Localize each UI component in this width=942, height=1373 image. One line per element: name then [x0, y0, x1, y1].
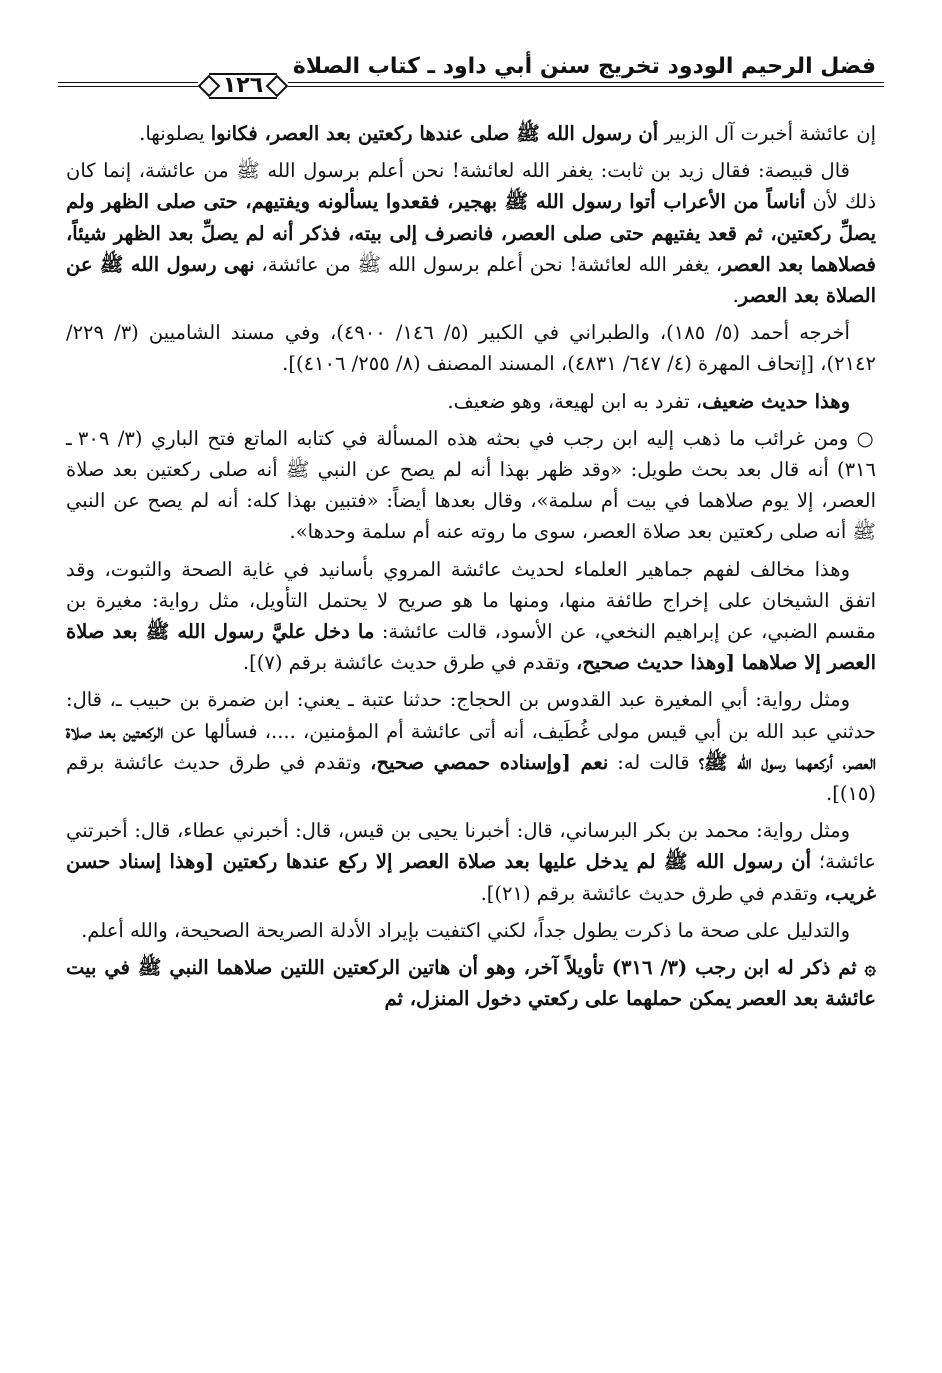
- text-run: قال قبيصة: فقال زيد بن ثابت: يغفر الله لعائشة! نحن أعلم برسول الله ﷺ من عائشة، إنما كان ذلك لأن: [66, 159, 876, 214]
- page-header: [58, 40, 884, 100]
- text-run: ○ ومن غرائب ما ذهب إليه ابن رجب في بحثه هذه المسألة في كتابه الماتع فتح الباري (٣/ ٣٠٩ ـ ٣١٦) أنه قال بعد بحث طويل: «وقد ظهر بهذا أنه لم يصح عن النبي ﷺ أنه صلى ركعتين بعد صلاة العصر، إلا يوم صلاهما في بيت أم سلمة»، وقال بعدها أيضاً: «فتبين بهذا كله: أنه لم يصح عن النبي ﷺ أنه صلى ركعتين بعد صلاة العصر، سوى ما روته عنه أم سلمة وحدها».: [66, 426, 876, 544]
- paragraph: [66, 815, 876, 909]
- text-run: قالت له:: [608, 750, 699, 774]
- text-run: ومثل رواية: أبي المغيرة عبد القدوس بن الحجاج: حدثنا عتبة ـ يعني: ابن ضمرة بن حبيب ـ، قال: حدثني عبد الله بن أبي قيس مولى غُطَيف، أنه أتى عائشة أم المؤمنين، ....، فسألها عن: [66, 688, 876, 743]
- text-run: ، تفرد به ابن لهيعة، وهو ضعيف.: [447, 389, 703, 413]
- paragraph: [66, 915, 876, 946]
- paragraph: [66, 952, 876, 1014]
- text-run: ، يغفر الله لعائشة! نحن أعلم برسول الله ﷺ من عائشة،: [254, 252, 723, 276]
- bold-text-run: أناساً من الأعراب أتوا رسول الله ﷺ بهجير، فقعدوا يسألونه ويفتيهم، حتى صلى الظهر ولم يصلِّ ركعتين، ثم قعد يفتيهم حتى صلى العصر، فانصرف إلى بيته، فذكر أنه لم يصلِّ بعد الظهر شيئاً، فصلاهما بعد العصر: [66, 190, 877, 276]
- paragraph: [66, 554, 876, 679]
- text-run: وتقدم في طرق حديث عائشة برقم (١٥)].: [66, 750, 876, 806]
- paragraph: [66, 684, 876, 809]
- paragraph: [66, 118, 876, 149]
- bold-text-run: أن رسول الله ﷺ صلى عندها ركعتين بعد العصر، فكانوا: [210, 122, 659, 145]
- paragraph: [66, 155, 876, 311]
- paragraph: [66, 386, 876, 417]
- text-run: إن عائشة أخبرت آل الزبير: [658, 122, 876, 145]
- bold-text-run: الركعتين بعد صلاة العصر، أركعهما رسول الله ﷺ؟: [66, 719, 876, 774]
- page-number: ١٢٦: [209, 73, 277, 99]
- text-run: وتقدم في طرق حديث عائشة برقم (٢١)].: [480, 881, 825, 905]
- paragraph: [66, 423, 876, 548]
- text-run: ومثل رواية: محمد بن بكر البرساني، قال: أخبرنا يحيى بن قيس، قال: أخبرني عطاء، قال: أخبرتني عائشة؛: [66, 819, 876, 874]
- text-run: وتقدم في طرق حديث عائشة برقم (٧)].: [242, 651, 577, 675]
- text-run: وهذا مخالف لفهم جماهير العلماء لحديث عائشة المروي بأسانيد في غاية الصحة والثبوت، وقد اتفق الشيخان على إخراج طائفة منها، ومنها ما هو صريح لا يحتمل التأويل، مثل رواية: مغيرة بن مقسم الضبي، عن إبراهيم النخعي، عن الأسود، قالت عائشة:: [66, 557, 876, 644]
- text-run: والتدليل على صحة ما ذكرت يطول جداً، لكني اكتفيت بإيراد الأدلة الصريحة الصحيحة، والله أعلم.: [81, 918, 850, 942]
- book-title: فضل الرحيم الودود تخريج سنن أبي داود ـ كتاب الصلاة: [292, 54, 876, 79]
- text-run: .: [732, 284, 739, 308]
- page-number-ornament: [198, 74, 288, 98]
- bold-text-run: نعم [وإسناده حمصي صحيح،: [370, 750, 609, 774]
- header-rule-bottom: [58, 86, 884, 87]
- bold-text-run: وهذا حديث ضعيف: [702, 389, 850, 413]
- bold-text-run: نهى رسول الله ﷺ عن الصلاة بعد العصر: [66, 252, 876, 308]
- page-body: [66, 118, 876, 1020]
- bold-text-run: ما دخل عليَّ رسول الله ﷺ بعد صلاة العصر إلا صلاهما [وهذا حديث صحيح،: [66, 620, 876, 675]
- text-run: أخرجه أحمد (٥/ ١٨٥)، والطبراني في الكبير (٥/ ١٤٦/ ٤٩٠٠)، وفي مسند الشاميين (٣/ ٢٢٩/ ٢١٤٢)، [إتحاف المهرة (٤/ ٦٤٧/ ٤٨٣١)، المسند المصنف (٨/ ٢٥٥/ ٤١٠٦)].: [66, 321, 876, 376]
- text-run: يصلونها.: [139, 122, 211, 145]
- header-rule-top: [58, 82, 884, 83]
- paragraph: [66, 317, 876, 379]
- bold-text-run: أن رسول الله ﷺ لم يدخل عليها بعد صلاة العصر إلا ركع عندها ركعتين [وهذا إسناد حسن غريب،: [66, 850, 876, 905]
- bold-text-run: ۞ ثم ذكر له ابن رجب (٣/ ٣١٦) تأويلاً آخر، وهو أن هاتين الركعتين اللتين صلاهما النبي ﷺ في بيت عائشة بعد العصر يمكن حملهما على ركعتي دخول المنزل، ثم: [66, 956, 876, 1011]
